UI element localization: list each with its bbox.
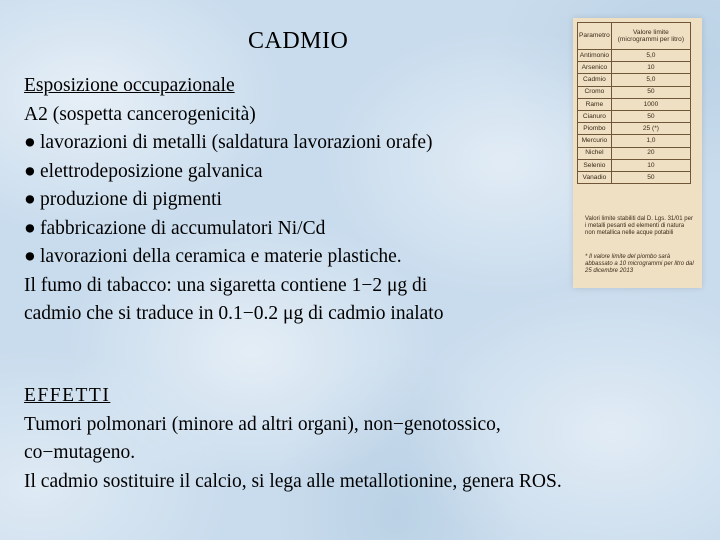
table-cell: 10 — [611, 62, 690, 74]
table-cell: 1,0 — [611, 135, 690, 147]
bullet-item — [24, 158, 443, 187]
table-cell: 5,0 — [611, 74, 690, 86]
table-row — [578, 98, 691, 110]
table-cell: Antimonio — [578, 50, 612, 62]
figure-footnote: * Il valore limite del piombo sarà abbassato a 10 microgrammi per litro dal 25 dicembre 2013 — [585, 254, 694, 274]
table-cell: Selenio — [578, 159, 612, 171]
table-row — [578, 135, 691, 147]
table-row — [578, 110, 691, 122]
table-row — [578, 123, 691, 135]
bullet-icon: ● — [24, 189, 36, 210]
table-cell: Cromo — [578, 86, 612, 98]
bullet-text: produzione di pigmenti — [40, 189, 222, 210]
bullet-text: lavorazioni di metalli (saldatura lavorazioni orafe) — [40, 132, 433, 153]
bullet-text: elettrodeposizione galvanica — [40, 160, 263, 182]
bullet-text: lavorazioni della ceramica e materie plastiche. — [40, 246, 402, 267]
text-line: Il cadmio sostituire il calcio, si lega alle metallotionine, genera ROS. — [24, 470, 562, 492]
text-line: A2 (sospetta cancerogenicità) — [24, 103, 256, 125]
bullet-item — [24, 215, 443, 244]
table-cell: 50 — [611, 171, 690, 183]
metal-limits-figure — [573, 18, 702, 288]
table-cell: 5,0 — [611, 50, 690, 62]
table-row — [578, 62, 691, 74]
table-cell: 25 (*) — [611, 123, 690, 135]
section-heading-effects: EFFETTI — [24, 385, 111, 406]
column-header-parameter: Parametro — [578, 23, 612, 50]
slide-title: CADMIO — [248, 28, 349, 54]
table-header-row — [578, 23, 691, 50]
table-cell: 1000 — [611, 98, 690, 110]
bullet-icon: ● — [24, 132, 36, 153]
effects-section — [24, 382, 562, 496]
column-header-limit: Valore limite (microgrammi per litro) — [611, 23, 690, 50]
table-cell: Nichel — [578, 147, 612, 159]
table-cell: 50 — [611, 86, 690, 98]
table-cell: 10 — [611, 159, 690, 171]
table-cell: Cianuro — [578, 110, 612, 122]
table-cell: Piombo — [578, 123, 612, 135]
table-cell: Cadmio — [578, 74, 612, 86]
table-row — [578, 74, 691, 86]
occupational-exposure-section — [24, 72, 443, 329]
table-cell: 50 — [611, 110, 690, 122]
bullet-icon: ● — [24, 160, 36, 182]
table-row — [578, 147, 691, 159]
bullet-text: fabbricazione di accumulatori Ni/Cd — [40, 217, 326, 239]
table-row — [578, 171, 691, 183]
bullet-item — [24, 243, 443, 272]
text-line: cadmio che si traduce in 0.1−0.2 μg di cadmio inalato — [24, 303, 444, 324]
bullet-icon: ● — [24, 246, 36, 267]
bullet-item — [24, 186, 443, 215]
table-cell: Rame — [578, 98, 612, 110]
table-cell: 20 — [611, 147, 690, 159]
table-cell: Arsenico — [578, 62, 612, 74]
table-row — [578, 50, 691, 62]
text-line: co−mutageno. — [24, 442, 136, 463]
table-cell: Mercurio — [578, 135, 612, 147]
figure-caption: Valori limite stabiliti dal D. Lgs. 31/01 per i metalli pesanti ed elementi di natura non metallica nelle acque potabili — [585, 216, 693, 236]
table-cell: Vanadio — [578, 171, 612, 183]
text-line: Il fumo di tabacco: una sigaretta contiene 1−2 μg di — [24, 274, 428, 296]
table-row — [578, 159, 691, 171]
limits-table — [577, 22, 691, 184]
table-row — [578, 86, 691, 98]
bullet-icon: ● — [24, 217, 36, 239]
bullet-item — [24, 129, 443, 158]
text-line: Tumori polmonari (minore ad altri organi), non−genotossico, — [24, 413, 501, 435]
section-heading-exposure: Esposizione occupazionale — [24, 75, 235, 96]
